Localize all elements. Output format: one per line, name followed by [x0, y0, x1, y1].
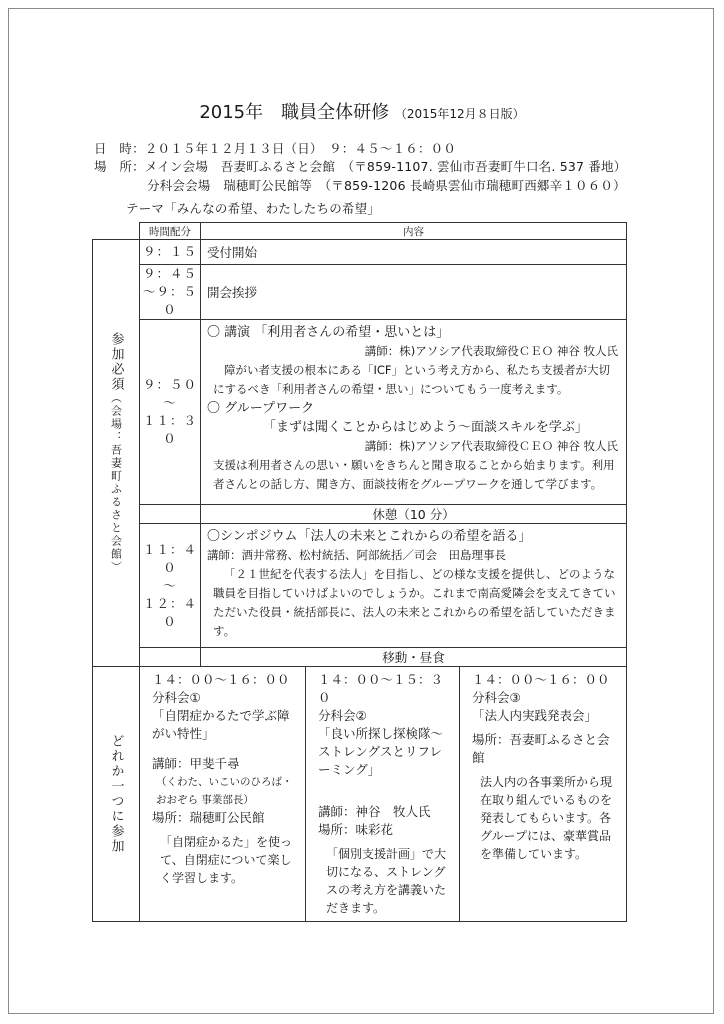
date-value: ２０１５年１２月１３日（日） ９：４５～１６：００ — [144, 141, 457, 156]
branch-1-time: １４：００～１６：００ — [152, 672, 290, 687]
groupwork-body: 支援は利用者さんの思い・願いをきちんと聞き取ることから始まります。利用者さんとの話し方、聞き方、面談技術をグループワークを通して学びます。 — [213, 458, 615, 491]
content-lecture — [201, 320, 627, 505]
symposium-body: 「２１世紀を代表する法人」を目指し、どの様な支援を提供し、どのような職員を目指していけばよいのでしょうか。これまで南高愛隣会を支えてきていただいた役員・統括部長に、法人の未来とこれからの希望を話していただきます。 — [213, 567, 616, 638]
content-symposium — [201, 524, 627, 648]
branch-3 — [460, 667, 627, 922]
branch-1 — [140, 667, 306, 922]
place-label: 場 所： — [94, 159, 145, 174]
branch-2-title: 「良い所探し探検隊～ストレングスとリフレーミング」 — [318, 726, 444, 777]
branch-1-place: 場所：瑞穂町公民館 — [152, 810, 265, 825]
header-row — [93, 223, 627, 240]
branch-2-time: １４：００～１５：３０ — [318, 672, 444, 705]
date-line — [94, 139, 456, 157]
time-reception: ９：１５ — [140, 240, 201, 265]
lunch-label: 移動・昼食 — [201, 648, 627, 667]
branch-1-desc: 「自閉症かるた」を使って、自閉症について楽しく学習します。 — [160, 835, 293, 885]
header-content: 内容 — [201, 223, 627, 240]
row-reception — [93, 240, 627, 265]
lecture-title: 〇 講演 「利用者さんの希望・思いとは」 — [207, 325, 450, 340]
section-required — [93, 240, 140, 667]
schedule-table — [92, 222, 627, 922]
branch-3-title: 「法人内実践発表会」 — [472, 708, 598, 723]
content-reception: 受付開始 — [201, 240, 627, 265]
section-required-label: 参加必須 — [108, 332, 124, 392]
row-lecture — [93, 320, 627, 505]
symposium-speakers: 講師：酒井常務、松村統括、阿部統括／司会 田島理事長 — [207, 548, 506, 562]
lecture-body: 障がい者支援の根本にある「ICF」という考え方から、私たち支援者が大切にするべき「利用者さんの希望・思い」についてもう一度考えます。 — [213, 363, 611, 396]
time-lecture: ９：５０ ～ １１：３０ — [140, 320, 201, 505]
row-break — [93, 505, 627, 524]
branch-1-title: 「自閉症かるたで学ぶ障がい特性」 — [152, 708, 290, 741]
branch-3-desc: 法人内の各事業所から現在取り組んでいるものを発表してもらいます。各グループには、豪華賞品を準備しています。 — [480, 775, 613, 861]
date-label: 日 時： — [94, 141, 145, 156]
page-title — [0, 98, 724, 124]
content-opening: 開会挨拶 — [201, 265, 627, 320]
row-branches — [93, 667, 627, 922]
main-venue: メイン会場 吾妻町ふるさと会館 （〒859-1107. 雲仙市吾妻町牛口名. 537 番地） — [144, 159, 627, 174]
groupwork-title: 〇 グループワーク — [207, 401, 315, 416]
break-time-blank — [140, 505, 201, 524]
branch-3-place: 場所：吾妻町ふるさと会館 — [472, 732, 610, 765]
branch-2-desc: 「個別支援計画」で大切になる、ストレングスの考え方を講義いただきます。 — [326, 847, 447, 915]
branch-3-name: 分科会③ — [472, 690, 521, 705]
branch-2 — [306, 667, 460, 922]
branch-2-place: 場所：味彩花 — [318, 822, 394, 837]
sub-venue-line — [147, 176, 626, 194]
title-main: 2015年 職員全体研修 — [199, 102, 390, 123]
branch-1-lecturer-note: （くわた、いこいのひろば・おおぞら 事業部長） — [156, 776, 293, 806]
groupwork-subtitle: 「まずは聞くことからはじめよう～面談スキルを学ぶ」 — [263, 420, 588, 435]
branch-2-lecturer: 講師：神谷 牧人氏 — [318, 804, 431, 819]
lecture-speaker: 講師：株)アソシア代表取締役ＣＥＯ 神谷 牧人氏 — [364, 344, 619, 358]
time-opening: ９：４５ ～９：５０ — [140, 265, 201, 320]
main-venue-line — [94, 157, 626, 175]
branch-1-name: 分科会① — [152, 690, 201, 705]
title-version: （2015年12月８日版） — [394, 107, 525, 121]
sub-venue: 分科会会場 瑞穂町公民館等 （〒859-1206 長崎県雲仙市瑞穂町西郷辛１０６０） — [147, 178, 626, 193]
break-label: 休憩（10 分） — [201, 505, 627, 524]
theme: テーマ「みんなの希望、わたしたちの希望」 — [126, 201, 381, 216]
branch-1-lecturer: 講師：甲斐千尋 — [152, 756, 240, 771]
section-choose — [93, 667, 140, 922]
groupwork-speaker: 講師：株)アソシア代表取締役ＣＥＯ 神谷 牧人氏 — [364, 439, 619, 453]
branch-2-name: 分科会② — [318, 708, 367, 723]
branch-3-time: １４：００～１６：００ — [472, 672, 610, 687]
theme-line — [126, 199, 380, 217]
header-blank — [93, 223, 140, 240]
header-time: 時間配分 — [140, 223, 201, 240]
symposium-title: 〇シンポジウム「法人の未来とこれからの希望を語る」 — [207, 529, 532, 544]
row-lunch — [93, 648, 627, 667]
section-required-note: （会場：吾妻町ふるさと会館） — [109, 392, 123, 574]
section-choose-label: どれか一つに参加 — [108, 734, 124, 854]
time-symposium: １１：４０ ～ １２：４０ — [140, 524, 201, 648]
row-opening — [93, 265, 627, 320]
row-symposium — [93, 524, 627, 648]
lunch-time-blank — [140, 648, 201, 667]
